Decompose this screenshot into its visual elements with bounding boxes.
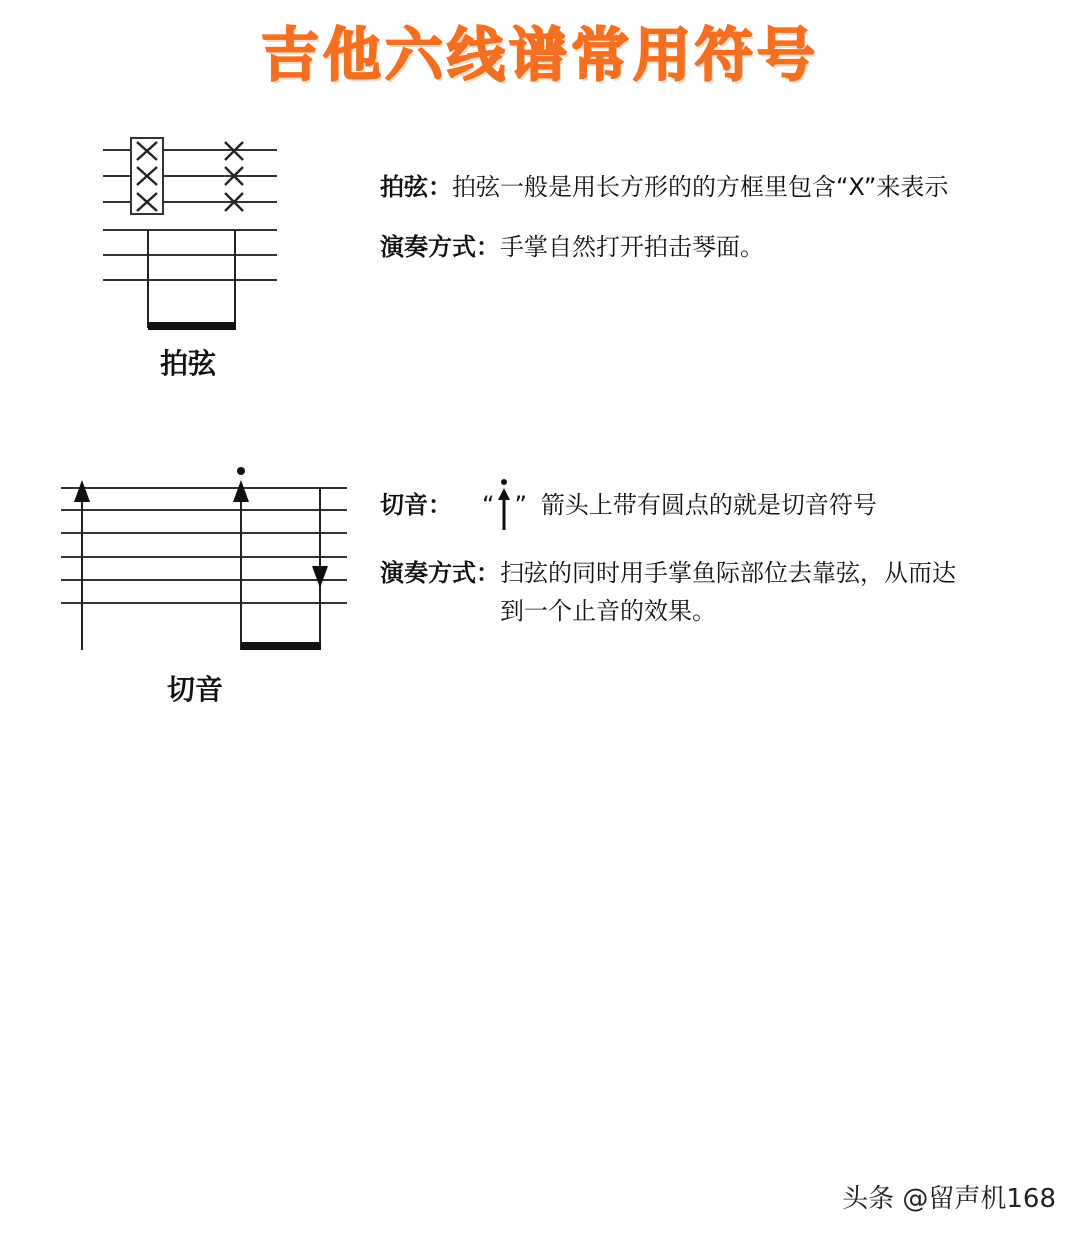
- slap-diagram: [95, 130, 290, 340]
- mute-method-text-line1: 扫弦的同时用手掌鱼际部位去靠弦，从而达: [500, 559, 956, 587]
- mute-method-block: [500, 554, 1060, 630]
- slap-text: 拍弦一般是用长方形的的方框里包含“X”来表示: [452, 173, 949, 201]
- slap-label: 拍弦：: [380, 173, 452, 201]
- mute-diagram: [55, 460, 355, 660]
- watermark: 头条 @留声机168: [842, 1184, 1056, 1214]
- mute-caption: 切音: [167, 673, 224, 706]
- quote-close: ”: [514, 491, 527, 519]
- slap-method-text: 手掌自然打开拍击琴面。: [500, 233, 764, 261]
- mute-arrow-icon: [494, 478, 514, 532]
- quote-open: “: [482, 491, 495, 519]
- mute-method-label: 演奏方式：: [380, 559, 500, 587]
- mute-text: 箭头上带有圆点的就是切音符号: [540, 491, 877, 519]
- mute-arrow-head: [233, 480, 249, 502]
- down-arrow-head: [312, 566, 328, 588]
- up-arrow-head: [74, 480, 90, 502]
- mute-dot: [237, 467, 245, 475]
- beam: [148, 322, 236, 330]
- page-title: 吉他六线谱常用符号: [260, 21, 819, 89]
- slap-caption: 拍弦: [160, 347, 217, 380]
- beam: [241, 642, 321, 650]
- mute-label: 切音：: [380, 491, 452, 519]
- slap-method-label: 演奏方式：: [380, 233, 500, 261]
- mute-method-text-line2: 到一个止音的效果。: [500, 597, 716, 625]
- slap-description: [380, 168, 1060, 266]
- mute-description: [380, 478, 1060, 630]
